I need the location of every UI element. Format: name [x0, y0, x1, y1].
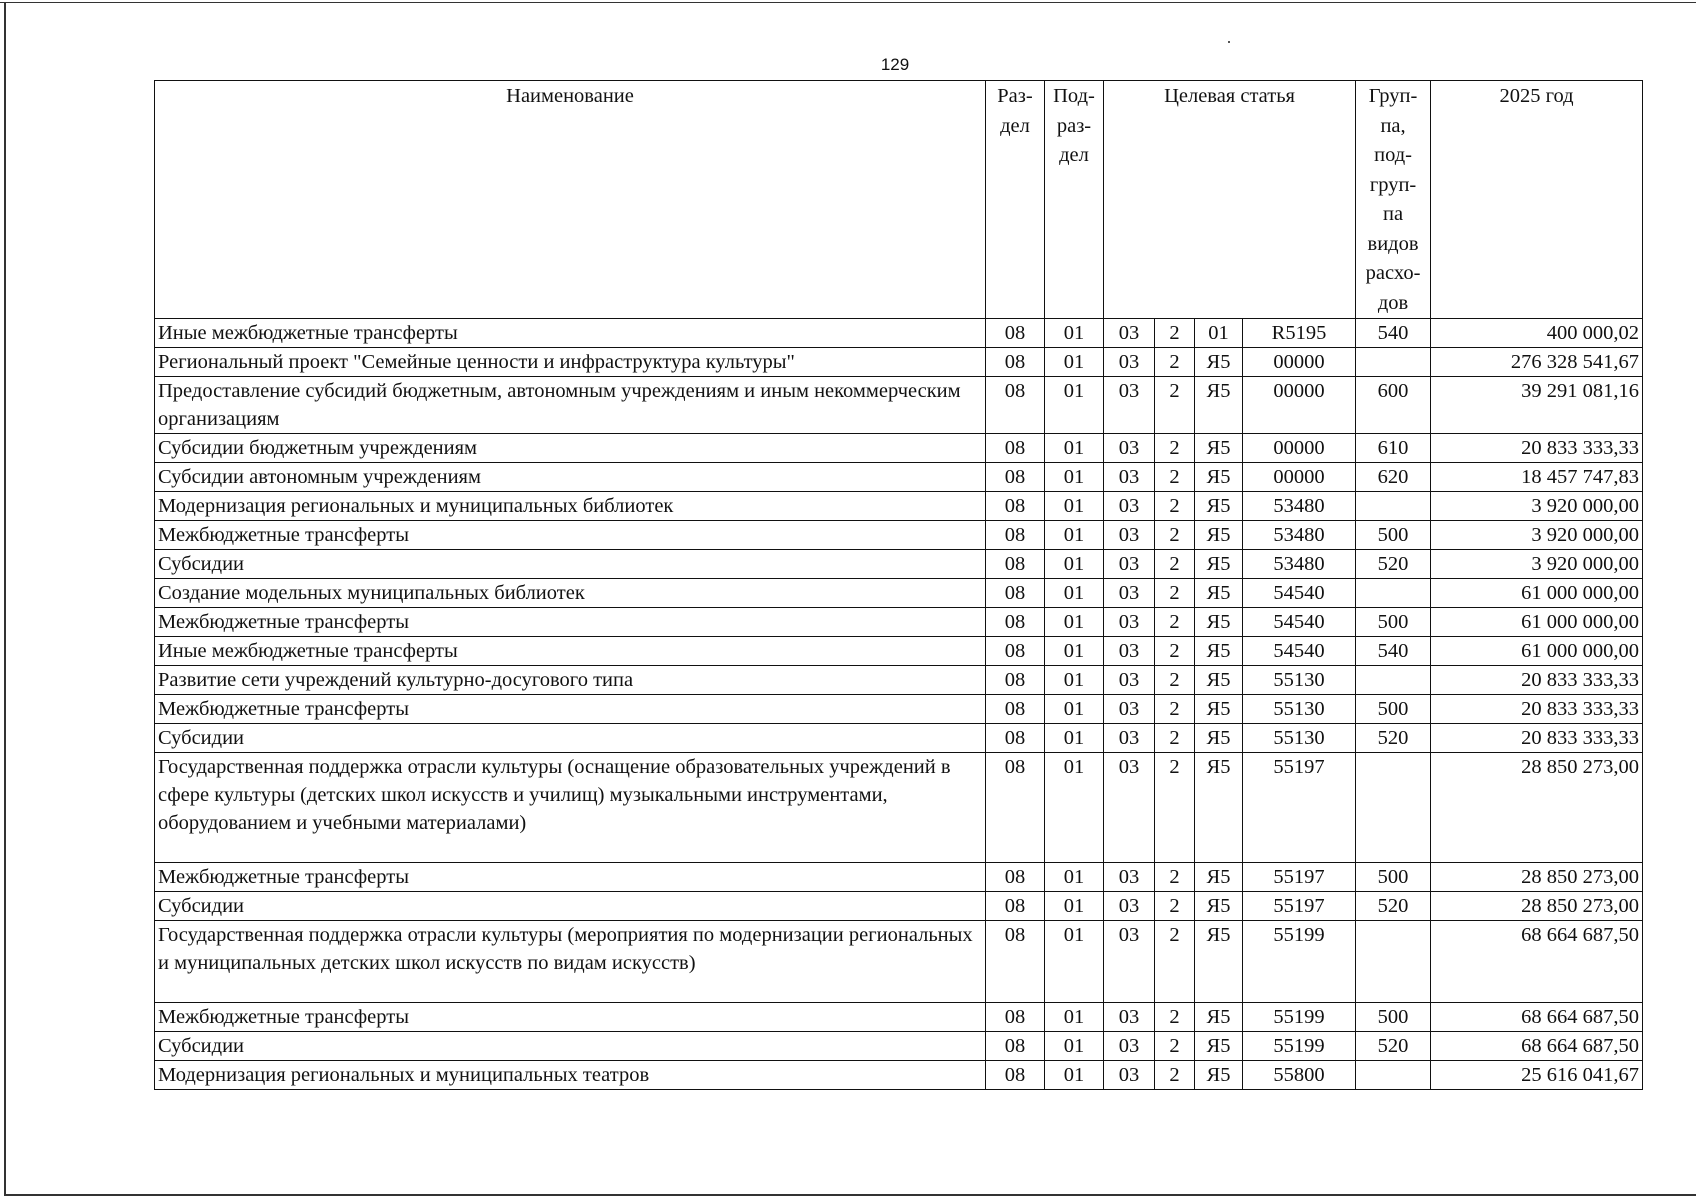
- cell-expense-group: [1356, 1061, 1431, 1090]
- cell-target-type: 2: [1155, 608, 1195, 637]
- cell-expense-group: [1356, 348, 1431, 377]
- cell-section: 08: [986, 695, 1045, 724]
- cell-amount-2025: 20 833 333,33: [1431, 666, 1643, 695]
- cell-name: Субсидии: [155, 1032, 986, 1061]
- cell-target-direction: Я5: [1195, 579, 1243, 608]
- table-row: [155, 863, 1643, 892]
- cell-section: 08: [986, 319, 1045, 348]
- cell-subsection: 01: [1045, 863, 1104, 892]
- cell-expense-group: 520: [1356, 550, 1431, 579]
- cell-target-program: 03: [1104, 1032, 1155, 1061]
- cell-target-direction: Я5: [1195, 892, 1243, 921]
- cell-target-direction: Я5: [1195, 1003, 1243, 1032]
- cell-target-program: 03: [1104, 753, 1155, 863]
- cell-target-code: 53480: [1243, 521, 1356, 550]
- cell-expense-group: [1356, 492, 1431, 521]
- cell-target-code: 55130: [1243, 666, 1356, 695]
- cell-expense-group: 500: [1356, 695, 1431, 724]
- cell-target-type: 2: [1155, 377, 1195, 434]
- cell-subsection: 01: [1045, 921, 1104, 1003]
- cell-target-direction: Я5: [1195, 608, 1243, 637]
- scan-border-left: [4, 2, 6, 1194]
- cell-amount-2025: 68 664 687,50: [1431, 921, 1643, 1003]
- scan-speck: [1228, 41, 1230, 43]
- cell-target-direction: Я5: [1195, 666, 1243, 695]
- budget-table: [154, 80, 1643, 1090]
- cell-section: 08: [986, 579, 1045, 608]
- cell-target-type: 2: [1155, 463, 1195, 492]
- cell-target-code: 00000: [1243, 434, 1356, 463]
- table-body: [155, 319, 1643, 1090]
- cell-name: Субсидии: [155, 724, 986, 753]
- cell-amount-2025: 3 920 000,00: [1431, 521, 1643, 550]
- cell-section: 08: [986, 348, 1045, 377]
- cell-section: 08: [986, 1061, 1045, 1090]
- cell-target-type: 2: [1155, 695, 1195, 724]
- cell-expense-group: 500: [1356, 863, 1431, 892]
- cell-target-program: 03: [1104, 319, 1155, 348]
- cell-name: Межбюджетные трансферты: [155, 695, 986, 724]
- cell-target-type: 2: [1155, 579, 1195, 608]
- cell-target-program: 03: [1104, 1003, 1155, 1032]
- cell-target-program: 03: [1104, 1061, 1155, 1090]
- cell-name: Создание модельных муниципальных библиотек: [155, 579, 986, 608]
- cell-name: Государственная поддержка отрасли культуры (мероприятия по модернизации региональных и муниципальных детских школ искусств по видам искусств): [155, 921, 986, 1003]
- cell-target-type: 2: [1155, 892, 1195, 921]
- cell-target-code: 55199: [1243, 921, 1356, 1003]
- cell-expense-group: 620: [1356, 463, 1431, 492]
- cell-name: Межбюджетные трансферты: [155, 521, 986, 550]
- header-subsection-label: Под- раз- дел: [1053, 85, 1095, 166]
- table-row: [155, 319, 1643, 348]
- cell-amount-2025: 20 833 333,33: [1431, 724, 1643, 753]
- cell-name: Предоставление субсидий бюджетным, автономным учреждениям и иным некоммерческим организациям: [155, 377, 986, 434]
- cell-amount-2025: 28 850 273,00: [1431, 892, 1643, 921]
- cell-target-type: 2: [1155, 550, 1195, 579]
- cell-subsection: 01: [1045, 463, 1104, 492]
- table-row: [155, 1003, 1643, 1032]
- cell-section: 08: [986, 753, 1045, 863]
- cell-subsection: 01: [1045, 637, 1104, 666]
- cell-amount-2025: 20 833 333,33: [1431, 434, 1643, 463]
- cell-amount-2025: 61 000 000,00: [1431, 608, 1643, 637]
- cell-expense-group: 540: [1356, 319, 1431, 348]
- cell-name: Развитие сети учреждений культурно-досугового типа: [155, 666, 986, 695]
- header-group: [1356, 81, 1431, 319]
- header-target-label: Целевая статья: [1164, 85, 1295, 107]
- cell-expense-group: 500: [1356, 608, 1431, 637]
- scan-border-bottom: [4, 1194, 1696, 1196]
- header-target: [1104, 81, 1356, 319]
- table-row: [155, 753, 1643, 863]
- cell-target-direction: Я5: [1195, 434, 1243, 463]
- cell-section: 08: [986, 1003, 1045, 1032]
- cell-section: 08: [986, 1032, 1045, 1061]
- cell-target-code: 54540: [1243, 579, 1356, 608]
- header-year: [1431, 81, 1643, 319]
- cell-name: Межбюджетные трансферты: [155, 608, 986, 637]
- cell-target-code: R5195: [1243, 319, 1356, 348]
- cell-target-program: 03: [1104, 377, 1155, 434]
- header-section: [986, 81, 1045, 319]
- cell-target-direction: Я5: [1195, 1061, 1243, 1090]
- cell-target-program: 03: [1104, 550, 1155, 579]
- header-subsection: [1045, 81, 1104, 319]
- cell-name: Межбюджетные трансферты: [155, 863, 986, 892]
- cell-amount-2025: 61 000 000,00: [1431, 637, 1643, 666]
- cell-target-type: 2: [1155, 319, 1195, 348]
- cell-subsection: 01: [1045, 434, 1104, 463]
- cell-section: 08: [986, 666, 1045, 695]
- cell-expense-group: 520: [1356, 892, 1431, 921]
- cell-target-code: 55197: [1243, 892, 1356, 921]
- cell-section: 08: [986, 521, 1045, 550]
- cell-target-type: 2: [1155, 724, 1195, 753]
- table-row: [155, 492, 1643, 521]
- cell-target-program: 03: [1104, 608, 1155, 637]
- scan-border-top: [0, 2, 1696, 3]
- cell-target-direction: Я5: [1195, 492, 1243, 521]
- cell-name: Иные межбюджетные трансферты: [155, 637, 986, 666]
- cell-subsection: 01: [1045, 1061, 1104, 1090]
- cell-subsection: 01: [1045, 724, 1104, 753]
- header-section-label: Раз- дел: [997, 85, 1033, 137]
- cell-target-code: 55800: [1243, 1061, 1356, 1090]
- cell-target-code: 55199: [1243, 1032, 1356, 1061]
- cell-target-type: 2: [1155, 863, 1195, 892]
- cell-target-type: 2: [1155, 1061, 1195, 1090]
- cell-name: Межбюджетные трансферты: [155, 1003, 986, 1032]
- cell-expense-group: 610: [1356, 434, 1431, 463]
- cell-target-code: 00000: [1243, 348, 1356, 377]
- cell-section: 08: [986, 434, 1045, 463]
- cell-subsection: 01: [1045, 608, 1104, 637]
- cell-section: 08: [986, 492, 1045, 521]
- cell-name: Государственная поддержка отрасли культуры (оснащение образовательных учреждений в сфере культуры (детских школ искусств и училищ) музыкальными инструментами, оборудованием и учебными материалами): [155, 753, 986, 863]
- table-row: [155, 695, 1643, 724]
- cell-amount-2025: 68 664 687,50: [1431, 1032, 1643, 1061]
- cell-section: 08: [986, 892, 1045, 921]
- cell-target-direction: Я5: [1195, 753, 1243, 863]
- table-row: [155, 521, 1643, 550]
- cell-subsection: 01: [1045, 1003, 1104, 1032]
- cell-section: 08: [986, 463, 1045, 492]
- cell-section: 08: [986, 550, 1045, 579]
- cell-target-code: 00000: [1243, 463, 1356, 492]
- cell-target-code: 55197: [1243, 863, 1356, 892]
- cell-subsection: 01: [1045, 492, 1104, 521]
- cell-subsection: 01: [1045, 753, 1104, 863]
- cell-subsection: 01: [1045, 550, 1104, 579]
- cell-target-program: 03: [1104, 434, 1155, 463]
- cell-amount-2025: 28 850 273,00: [1431, 863, 1643, 892]
- cell-target-program: 03: [1104, 637, 1155, 666]
- cell-target-program: 03: [1104, 492, 1155, 521]
- cell-expense-group: 500: [1356, 1003, 1431, 1032]
- table-row: [155, 550, 1643, 579]
- cell-amount-2025: 25 616 041,67: [1431, 1061, 1643, 1090]
- cell-target-direction: Я5: [1195, 637, 1243, 666]
- cell-target-program: 03: [1104, 863, 1155, 892]
- cell-target-type: 2: [1155, 1032, 1195, 1061]
- cell-subsection: 01: [1045, 521, 1104, 550]
- header-year-label: 2025 год: [1499, 85, 1574, 107]
- table-row: [155, 1061, 1643, 1090]
- cell-target-direction: Я5: [1195, 724, 1243, 753]
- cell-amount-2025: 276 328 541,67: [1431, 348, 1643, 377]
- table-row: [155, 1032, 1643, 1061]
- cell-target-type: 2: [1155, 753, 1195, 863]
- header-name: [155, 81, 986, 319]
- cell-expense-group: [1356, 753, 1431, 863]
- cell-name: Субсидии: [155, 550, 986, 579]
- cell-target-program: 03: [1104, 348, 1155, 377]
- cell-name: Субсидии бюджетным учреждениям: [155, 434, 986, 463]
- cell-section: 08: [986, 863, 1045, 892]
- cell-expense-group: 520: [1356, 724, 1431, 753]
- cell-target-type: 2: [1155, 1003, 1195, 1032]
- table-row: [155, 921, 1643, 1003]
- cell-subsection: 01: [1045, 695, 1104, 724]
- cell-subsection: 01: [1045, 892, 1104, 921]
- cell-amount-2025: 39 291 081,16: [1431, 377, 1643, 434]
- cell-target-direction: Я5: [1195, 863, 1243, 892]
- cell-amount-2025: 18 457 747,83: [1431, 463, 1643, 492]
- cell-target-code: 55130: [1243, 695, 1356, 724]
- cell-target-code: 53480: [1243, 492, 1356, 521]
- cell-target-direction: Я5: [1195, 463, 1243, 492]
- cell-amount-2025: 3 920 000,00: [1431, 492, 1643, 521]
- cell-target-code: 55197: [1243, 753, 1356, 863]
- cell-target-direction: Я5: [1195, 550, 1243, 579]
- cell-amount-2025: 400 000,02: [1431, 319, 1643, 348]
- cell-section: 08: [986, 724, 1045, 753]
- table-header-row: [155, 81, 1643, 319]
- cell-target-program: 03: [1104, 695, 1155, 724]
- table-row: [155, 579, 1643, 608]
- cell-name: Модернизация региональных и муниципальных библиотек: [155, 492, 986, 521]
- table-row: [155, 892, 1643, 921]
- cell-subsection: 01: [1045, 666, 1104, 695]
- cell-target-program: 03: [1104, 463, 1155, 492]
- cell-amount-2025: 20 833 333,33: [1431, 695, 1643, 724]
- cell-subsection: 01: [1045, 579, 1104, 608]
- cell-target-code: 53480: [1243, 550, 1356, 579]
- cell-subsection: 01: [1045, 377, 1104, 434]
- cell-target-program: 03: [1104, 579, 1155, 608]
- cell-subsection: 01: [1045, 348, 1104, 377]
- cell-name: Модернизация региональных и муниципальных театров: [155, 1061, 986, 1090]
- table-row: [155, 434, 1643, 463]
- cell-target-program: 03: [1104, 724, 1155, 753]
- cell-target-type: 2: [1155, 666, 1195, 695]
- cell-target-program: 03: [1104, 521, 1155, 550]
- cell-expense-group: [1356, 579, 1431, 608]
- cell-expense-group: 500: [1356, 521, 1431, 550]
- table-row: [155, 637, 1643, 666]
- table-row: [155, 377, 1643, 434]
- cell-target-direction: Я5: [1195, 348, 1243, 377]
- cell-target-direction: 01: [1195, 319, 1243, 348]
- cell-amount-2025: 28 850 273,00: [1431, 753, 1643, 863]
- cell-target-direction: Я5: [1195, 695, 1243, 724]
- cell-subsection: 01: [1045, 1032, 1104, 1061]
- cell-name: Иные межбюджетные трансферты: [155, 319, 986, 348]
- cell-amount-2025: 68 664 687,50: [1431, 1003, 1643, 1032]
- cell-amount-2025: 3 920 000,00: [1431, 550, 1643, 579]
- cell-target-type: 2: [1155, 434, 1195, 463]
- cell-target-program: 03: [1104, 666, 1155, 695]
- table-row: [155, 348, 1643, 377]
- cell-expense-group: [1356, 666, 1431, 695]
- header-group-label: Груп- па, под- груп- па видов расхо- дов: [1365, 85, 1421, 314]
- cell-name: Субсидии автономным учреждениям: [155, 463, 986, 492]
- cell-expense-group: [1356, 921, 1431, 1003]
- cell-target-type: 2: [1155, 348, 1195, 377]
- cell-section: 08: [986, 377, 1045, 434]
- cell-name: Субсидии: [155, 892, 986, 921]
- cell-target-code: 54540: [1243, 608, 1356, 637]
- cell-section: 08: [986, 637, 1045, 666]
- cell-amount-2025: 61 000 000,00: [1431, 579, 1643, 608]
- cell-target-direction: Я5: [1195, 921, 1243, 1003]
- cell-expense-group: 600: [1356, 377, 1431, 434]
- cell-target-code: 55130: [1243, 724, 1356, 753]
- cell-target-type: 2: [1155, 921, 1195, 1003]
- cell-section: 08: [986, 921, 1045, 1003]
- cell-target-program: 03: [1104, 921, 1155, 1003]
- cell-target-code: 55199: [1243, 1003, 1356, 1032]
- cell-section: 08: [986, 608, 1045, 637]
- table-row: [155, 463, 1643, 492]
- cell-expense-group: 520: [1356, 1032, 1431, 1061]
- cell-target-type: 2: [1155, 521, 1195, 550]
- cell-target-direction: Я5: [1195, 521, 1243, 550]
- page-number: 129: [880, 55, 910, 74]
- table-row: [155, 724, 1643, 753]
- cell-target-direction: Я5: [1195, 1032, 1243, 1061]
- cell-target-type: 2: [1155, 492, 1195, 521]
- cell-target-direction: Я5: [1195, 377, 1243, 434]
- table-row: [155, 666, 1643, 695]
- header-name-label: Наименование: [506, 85, 634, 107]
- table-row: [155, 608, 1643, 637]
- cell-target-type: 2: [1155, 637, 1195, 666]
- cell-target-code: 54540: [1243, 637, 1356, 666]
- cell-name: Региональный проект "Семейные ценности и инфраструктура культуры": [155, 348, 986, 377]
- cell-target-program: 03: [1104, 892, 1155, 921]
- cell-target-code: 00000: [1243, 377, 1356, 434]
- cell-expense-group: 540: [1356, 637, 1431, 666]
- cell-subsection: 01: [1045, 319, 1104, 348]
